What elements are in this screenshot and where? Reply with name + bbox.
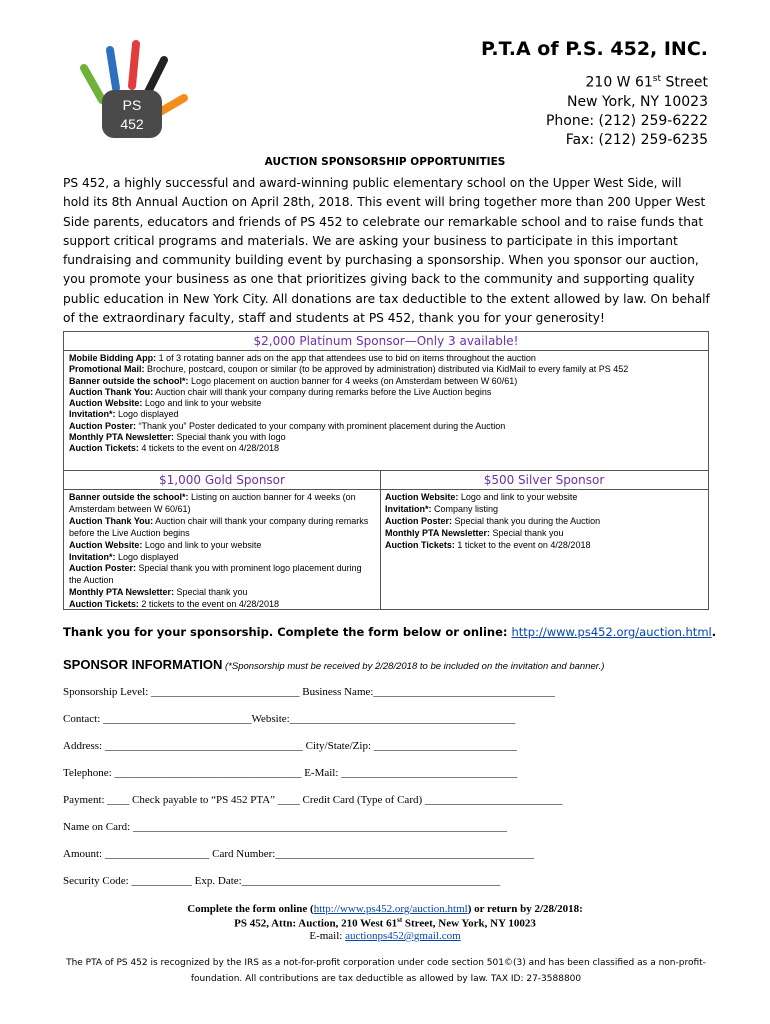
benefit-item bbox=[69, 387, 703, 398]
benefit-text: Logo displayed bbox=[115, 409, 179, 420]
benefit-text: Brochure, postcard, coupon or similar (to be approved by administration) distributed via KidMail to every family at PS 452 bbox=[144, 364, 629, 375]
logo-finger-black bbox=[148, 60, 164, 92]
org-header bbox=[481, 38, 708, 150]
logo-finger-green bbox=[84, 68, 102, 100]
sponsorship-table bbox=[63, 331, 709, 610]
benefit-text: 2 tickets to the event on 4/28/2018 bbox=[138, 599, 279, 610]
benefit-text: Special thank you bbox=[174, 587, 248, 598]
benefit-item bbox=[69, 398, 703, 409]
section-title: AUCTION SPONSORSHIP OPPORTUNITIES bbox=[264, 156, 506, 168]
thanks-line: Thank you for your sponsorship. Complete the form below or online: http://www.ps452.org/auction.html. bbox=[63, 625, 717, 639]
benefit-text: 1 ticket to the event on 4/28/2018 bbox=[454, 539, 591, 550]
footer-email-line: E-mail: auctionps452@gmail.com bbox=[309, 930, 461, 942]
benefit-item bbox=[385, 492, 703, 504]
logo-finger-orange bbox=[160, 98, 184, 112]
sponsor-info-note: (*Sponsorship must be received by 2/28/2018 to be included on the invitation and banner.) bbox=[222, 661, 605, 672]
footer-auction-link[interactable]: http://www.ps452.org/auction.html bbox=[313, 903, 468, 915]
benefit-label: Banner outside the school*: bbox=[69, 375, 189, 386]
benefit-text: Special thank you with prominent logo placement during the Auction bbox=[69, 563, 362, 586]
benefit-label: Promotional Mail: bbox=[69, 364, 145, 375]
form-security-exp[interactable]: Security Code: ___________ Exp. Date:_______________________________________________ bbox=[63, 875, 501, 887]
benefit-text: Logo and link to your website bbox=[142, 539, 262, 550]
footer-address-line: PS 452, Attn: Auction, 210 West 61st Street, New York, NY 10023 bbox=[234, 916, 536, 930]
intro-paragraph: PS 452, a highly successful and award-winning public elementary school on the Upper West Side, will hold its 8th Annual Auction on April 28th, 2018. This event will bring together more than 200 Upper West Side parents, educators and friends of PS 452 to celebrate our remarkable school and to raise funds that support critical programs and materials. We are asking your business to participate in this important fundraising and community building event by purchasing a sponsorship. When you sponsor our auction, you promote your business as one that prioritizes giving back to the community and supporting quality public education in New York City. All donations are tax deductible to the extent allowed by law. On behalf of the extraordinary faculty, staff and students at PS 452, thank you for your generosity! bbox=[63, 176, 710, 326]
benefit-item bbox=[69, 376, 703, 387]
benefit-text: Special thank you with logo bbox=[174, 432, 286, 443]
org-city: New York, NY 10023 bbox=[566, 93, 708, 110]
benefit-label: Monthly PTA Newsletter: bbox=[69, 432, 175, 443]
benefit-item bbox=[385, 540, 703, 552]
form-sponsorship-business[interactable]: Sponsorship Level: ___________________________ Business Name:_________________________________ bbox=[63, 686, 555, 698]
benefit-text: Logo displayed bbox=[115, 551, 179, 562]
benefit-item bbox=[69, 599, 375, 611]
org-phone: Phone: (212) 259-6222 bbox=[545, 112, 708, 129]
gold-benefits bbox=[64, 490, 380, 611]
benefit-item bbox=[69, 421, 703, 432]
gold-title: $1,000 Gold Sponsor bbox=[64, 471, 380, 490]
benefit-item bbox=[385, 504, 703, 516]
benefit-text: Logo and link to your website bbox=[458, 492, 578, 502]
benefit-label: Invitation*: bbox=[69, 409, 116, 420]
benefit-text: Logo and link to your website bbox=[142, 398, 262, 409]
platinum-benefits bbox=[64, 351, 708, 473]
benefit-label: Mobile Bidding App: bbox=[69, 353, 157, 363]
logo-text-452: 452 bbox=[120, 116, 144, 132]
ps452-hand-logo bbox=[80, 38, 190, 148]
benefit-item bbox=[69, 364, 703, 375]
benefit-label: Auction Website: bbox=[385, 492, 459, 502]
benefit-item bbox=[69, 432, 703, 443]
footer-return-line: Complete the form online (http://www.ps452.org/auction.html) or return by 2/28/2018: bbox=[187, 903, 583, 915]
form-payment[interactable]: Payment: ____ Check payable to “PS 452 PTA” ____ Credit Card (Type of Card) _________________________ bbox=[63, 794, 563, 806]
benefit-label: Auction Poster: bbox=[69, 420, 137, 431]
gold-column bbox=[64, 471, 381, 610]
org-fax: Fax: (212) 259-6235 bbox=[565, 131, 708, 148]
org-name: P.T.A of P.S. 452, INC. bbox=[481, 38, 708, 60]
silver-title: $500 Silver Sponsor bbox=[380, 471, 708, 490]
benefit-item bbox=[69, 492, 375, 516]
benefit-item bbox=[385, 528, 703, 540]
benefit-item bbox=[69, 587, 375, 599]
benefit-label: Auction Poster: bbox=[69, 563, 137, 574]
benefit-label: Invitation*: bbox=[69, 551, 116, 562]
silver-benefits bbox=[380, 490, 708, 552]
benefit-label: Banner outside the school*: bbox=[69, 492, 189, 502]
form-telephone-email[interactable]: Telephone: __________________________________ E-Mail: ________________________________ bbox=[63, 767, 518, 779]
benefit-label: Auction Thank You: bbox=[69, 386, 154, 397]
benefit-item bbox=[385, 516, 703, 528]
benefit-text: 4 tickets to the event on 4/28/2018 bbox=[138, 443, 279, 454]
benefit-label: Auction Website: bbox=[69, 539, 143, 550]
tax-note: The PTA of PS 452 is recognized by the IRS as a not-for-profit corporation under code section 501©(3) and has been classified as a non-profit-foundation. All contributions are tax deductible as allowed by law. TAX ID: 27-3588800 bbox=[66, 958, 706, 984]
benefit-label: Auction Tickets: bbox=[69, 599, 139, 610]
benefit-item bbox=[69, 563, 375, 587]
platinum-title: $2,000 Platinum Sponsor—Only 3 available! bbox=[64, 332, 708, 351]
org-street: 210 W 61st Street bbox=[585, 74, 708, 91]
benefit-label: Auction Poster: bbox=[385, 515, 453, 526]
benefit-label: Monthly PTA Newsletter: bbox=[69, 587, 175, 598]
benefit-label: Auction Website: bbox=[69, 398, 143, 409]
silver-column bbox=[380, 471, 708, 610]
auction-link[interactable]: http://www.ps452.org/auction.html bbox=[511, 625, 712, 639]
benefit-text: Listing on auction banner for 4 weeks (on Amsterdam between W 60/61) bbox=[69, 492, 356, 514]
footer-email-link[interactable]: auctionps452@gmail.com bbox=[345, 930, 461, 942]
benefit-item bbox=[69, 552, 375, 564]
benefit-text: Company listing bbox=[431, 503, 499, 514]
benefit-item bbox=[69, 353, 703, 364]
benefit-text: Auction chair will thank your company during remarks before the Live Auction begins bbox=[69, 515, 369, 538]
form-contact-website[interactable]: Contact: ___________________________Website:_________________________________________ bbox=[63, 713, 516, 725]
benefit-label: Auction Thank You: bbox=[69, 515, 154, 526]
benefit-label: Auction Tickets: bbox=[69, 443, 139, 454]
benefit-label: Invitation*: bbox=[385, 503, 432, 514]
benefit-item bbox=[69, 409, 703, 420]
benefit-text: Logo placement on auction banner for 4 weeks (on Amsterdam between W 60/61) bbox=[188, 375, 518, 386]
logo-text-ps: PS bbox=[122, 97, 142, 113]
benefit-item bbox=[69, 516, 375, 540]
benefit-label: Auction Tickets: bbox=[385, 539, 455, 550]
logo-finger-blue bbox=[110, 50, 116, 88]
benefit-text: “Thank you” Poster dedicated to your company with prominent placement during the Auction bbox=[136, 420, 506, 431]
form-address-city[interactable]: Address: ____________________________________ City/State/Zip: __________________________ bbox=[63, 740, 517, 752]
benefit-label: Monthly PTA Newsletter: bbox=[385, 527, 491, 538]
sponsor-info-heading bbox=[63, 657, 604, 672]
benefit-text: Special thank you during the Auction bbox=[452, 515, 601, 526]
form-amount-card-number[interactable]: Amount: ___________________ Card Number:_______________________________________________ bbox=[63, 848, 534, 860]
gold-silver-row bbox=[64, 470, 708, 610]
benefit-text: Special thank you bbox=[490, 527, 564, 538]
benefit-item bbox=[69, 540, 375, 552]
benefit-text: Auction chair will thank your company during remarks before the Live Auction begins bbox=[153, 386, 492, 397]
form-name-on-card[interactable]: Name on Card: ____________________________________________________________________ bbox=[63, 821, 507, 833]
sponsor-info-title: SPONSOR INFORMATION bbox=[63, 657, 223, 672]
logo-finger-red bbox=[132, 44, 136, 86]
benefit-item bbox=[69, 443, 703, 454]
benefit-text: 1 of 3 rotating banner ads on the app that attendees use to bid on items throughout the auction bbox=[156, 353, 536, 363]
